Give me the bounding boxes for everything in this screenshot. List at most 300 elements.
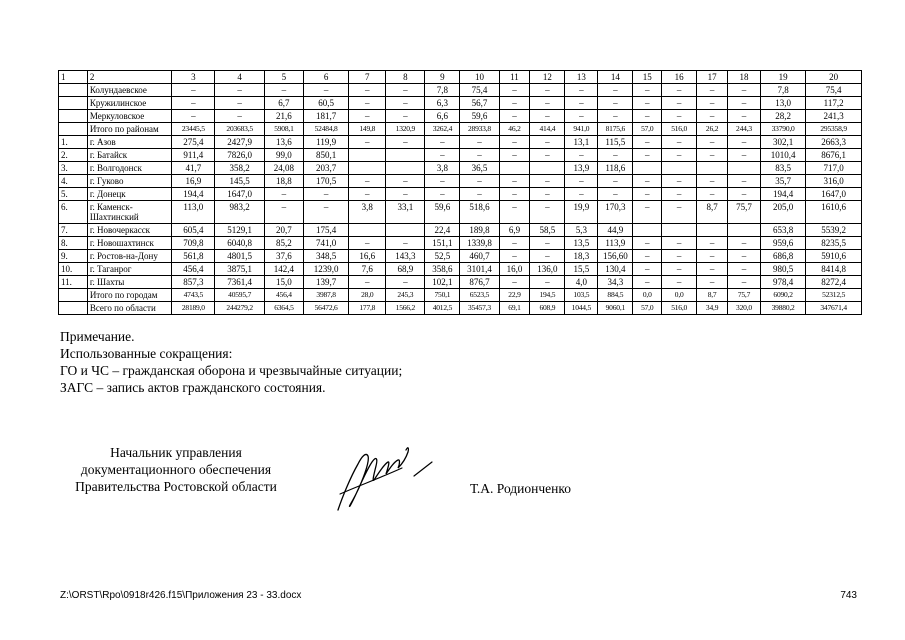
value-cell: 22,4 — [425, 224, 460, 237]
value-cell: 142,4 — [264, 263, 303, 276]
value-cell: – — [565, 188, 598, 201]
value-cell: – — [530, 136, 565, 149]
value-cell: – — [499, 250, 530, 263]
value-cell: 33790,0 — [760, 123, 805, 136]
value-cell: – — [728, 276, 761, 289]
value-cell: – — [633, 84, 662, 97]
value-cell: – — [499, 136, 530, 149]
column-number-cell: 2 — [87, 71, 171, 84]
value-cell: 194,4 — [172, 188, 215, 201]
value-cell — [349, 224, 386, 237]
value-cell: 36,5 — [460, 162, 499, 175]
row-number-cell: 6. — [59, 201, 88, 224]
value-cell: 3,8 — [349, 201, 386, 224]
value-cell — [499, 162, 530, 175]
value-cell: 145,5 — [215, 175, 264, 188]
name-cell: Кружилинское — [87, 97, 171, 110]
table-row — [59, 97, 862, 110]
column-number-cell: 3 — [172, 71, 215, 84]
value-cell: – — [386, 188, 425, 201]
value-cell: – — [499, 175, 530, 188]
value-cell — [728, 224, 761, 237]
table-row — [59, 302, 862, 315]
value-cell: – — [728, 149, 761, 162]
value-cell — [662, 224, 697, 237]
table-row — [59, 263, 862, 276]
value-cell: 24,08 — [264, 162, 303, 175]
value-cell: 194,5 — [530, 289, 565, 302]
value-cell: 23445,5 — [172, 123, 215, 136]
value-cell: 83,5 — [760, 162, 805, 175]
value-cell: 245,3 — [386, 289, 425, 302]
value-cell: 6364,5 — [264, 302, 303, 315]
value-cell: 35,7 — [760, 175, 805, 188]
row-number-cell: 11. — [59, 276, 88, 289]
value-cell: – — [697, 136, 728, 149]
abbreviations-title: Использованные сокращения: — [60, 346, 233, 361]
value-cell: – — [425, 136, 460, 149]
value-cell: 119,9 — [303, 136, 348, 149]
table-row — [59, 175, 862, 188]
row-number-cell: 9. — [59, 250, 88, 263]
value-cell: – — [425, 149, 460, 162]
column-number-cell: 17 — [697, 71, 728, 84]
value-cell: – — [530, 276, 565, 289]
value-cell: 241,3 — [806, 110, 862, 123]
value-cell: – — [728, 97, 761, 110]
name-cell: Итого по районам — [87, 123, 171, 136]
value-cell: – — [264, 188, 303, 201]
table-row — [59, 110, 862, 123]
row-number-cell — [59, 289, 88, 302]
value-cell: – — [662, 97, 697, 110]
value-cell — [386, 149, 425, 162]
value-cell: 41,7 — [172, 162, 215, 175]
name-cell: г. Таганрог — [87, 263, 171, 276]
value-cell — [530, 162, 565, 175]
value-cell: 9060,1 — [598, 302, 633, 315]
value-cell: – — [633, 110, 662, 123]
value-cell: 358,2 — [215, 162, 264, 175]
value-cell: 3101,4 — [460, 263, 499, 276]
value-cell: – — [662, 136, 697, 149]
value-cell: 13,1 — [565, 136, 598, 149]
value-cell: 33,1 — [386, 201, 425, 224]
value-cell: 4801,5 — [215, 250, 264, 263]
name-cell: г. Новошахтинск — [87, 237, 171, 250]
value-cell: 56472,6 — [303, 302, 348, 315]
value-cell: – — [598, 110, 633, 123]
value-cell: – — [386, 84, 425, 97]
value-cell: – — [215, 110, 264, 123]
value-cell: – — [598, 97, 633, 110]
handwritten-signature — [328, 438, 448, 518]
value-cell: – — [662, 110, 697, 123]
value-cell: 13,5 — [565, 237, 598, 250]
column-number-cell: 14 — [598, 71, 633, 84]
value-cell: 13,9 — [565, 162, 598, 175]
table-row — [59, 84, 862, 97]
value-cell: 177,8 — [349, 302, 386, 315]
value-cell: – — [349, 136, 386, 149]
value-cell: – — [349, 97, 386, 110]
value-cell: 6,6 — [425, 110, 460, 123]
value-cell: – — [386, 97, 425, 110]
value-cell: 876,7 — [460, 276, 499, 289]
value-cell: – — [633, 237, 662, 250]
value-cell: 3,8 — [425, 162, 460, 175]
column-number-cell: 18 — [728, 71, 761, 84]
value-cell: – — [303, 201, 348, 224]
row-number-cell: 7. — [59, 224, 88, 237]
value-cell: – — [565, 175, 598, 188]
signer-title-line: Начальник управления — [110, 445, 242, 460]
value-cell: 8,7 — [697, 289, 728, 302]
value-cell: – — [499, 237, 530, 250]
name-cell: г. Ростов-на-Дону — [87, 250, 171, 263]
row-number-cell: 5. — [59, 188, 88, 201]
value-cell: – — [633, 149, 662, 162]
value-cell: 244,3 — [728, 123, 761, 136]
value-cell — [633, 224, 662, 237]
value-cell: 28,2 — [760, 110, 805, 123]
value-cell: – — [172, 84, 215, 97]
value-cell: – — [460, 136, 499, 149]
value-cell: 34,3 — [598, 276, 633, 289]
value-cell: 28,0 — [349, 289, 386, 302]
value-cell: 18,3 — [565, 250, 598, 263]
value-cell: – — [697, 84, 728, 97]
value-cell: 456,4 — [172, 263, 215, 276]
value-cell: – — [386, 136, 425, 149]
name-cell: г. Донецк — [87, 188, 171, 201]
column-number-cell: 6 — [303, 71, 348, 84]
value-cell: 40595,7 — [215, 289, 264, 302]
value-cell: 6523,5 — [460, 289, 499, 302]
value-cell: 5129,1 — [215, 224, 264, 237]
value-cell: 52312,5 — [806, 289, 862, 302]
value-cell: 6,7 — [264, 97, 303, 110]
value-cell: 117,2 — [806, 97, 862, 110]
value-cell: 56,7 — [460, 97, 499, 110]
value-cell: – — [633, 201, 662, 224]
value-cell: 75,7 — [728, 201, 761, 224]
value-cell: – — [662, 188, 697, 201]
signer-title — [60, 444, 292, 495]
value-cell: 130,4 — [598, 263, 633, 276]
column-number-cell: 1 — [59, 71, 88, 84]
value-cell: 175,4 — [303, 224, 348, 237]
value-cell: – — [349, 110, 386, 123]
value-cell: 139,7 — [303, 276, 348, 289]
value-cell: 3262,4 — [425, 123, 460, 136]
value-cell: 460,7 — [460, 250, 499, 263]
signer-title-line: Правительства Ростовской области — [75, 479, 277, 494]
value-cell: 118,6 — [598, 162, 633, 175]
column-number-cell: 20 — [806, 71, 862, 84]
value-cell: 203683,5 — [215, 123, 264, 136]
value-cell: 75,4 — [806, 84, 862, 97]
value-cell: – — [386, 276, 425, 289]
value-cell: 115,5 — [598, 136, 633, 149]
value-cell: – — [499, 110, 530, 123]
row-number-cell: 1. — [59, 136, 88, 149]
value-cell: 99,0 — [264, 149, 303, 162]
name-cell: Всего по области — [87, 302, 171, 315]
value-cell — [697, 162, 728, 175]
value-cell: – — [349, 237, 386, 250]
value-cell: – — [264, 84, 303, 97]
row-number-cell — [59, 123, 88, 136]
value-cell: 0,0 — [633, 289, 662, 302]
value-cell: 516,0 — [662, 123, 697, 136]
value-cell: 850,1 — [303, 149, 348, 162]
value-cell: – — [598, 175, 633, 188]
value-cell: 1339,8 — [460, 237, 499, 250]
value-cell: 52,5 — [425, 250, 460, 263]
value-cell: 7,8 — [760, 84, 805, 97]
row-number-cell — [59, 84, 88, 97]
row-number-cell: 4. — [59, 175, 88, 188]
value-cell: 57,0 — [633, 302, 662, 315]
value-cell: 149,8 — [349, 123, 386, 136]
table-row — [59, 123, 862, 136]
abbreviation-line: ГО и ЧС – гражданская оборона и чрезвычайные ситуации; — [60, 363, 403, 378]
value-cell: 203,7 — [303, 162, 348, 175]
column-number-cell: 10 — [460, 71, 499, 84]
value-cell: 103,5 — [565, 289, 598, 302]
value-cell: – — [633, 175, 662, 188]
table-row — [59, 237, 862, 250]
row-number-cell — [59, 302, 88, 315]
value-cell: 608,9 — [530, 302, 565, 315]
value-cell: – — [349, 84, 386, 97]
value-cell: – — [303, 188, 348, 201]
value-cell: – — [499, 276, 530, 289]
value-cell: 4012,5 — [425, 302, 460, 315]
value-cell: 741,0 — [303, 237, 348, 250]
value-cell: 983,2 — [215, 201, 264, 224]
value-cell — [728, 162, 761, 175]
value-cell: – — [598, 84, 633, 97]
value-cell: – — [728, 263, 761, 276]
value-cell: – — [598, 149, 633, 162]
column-number-cell: 15 — [633, 71, 662, 84]
table-row — [59, 224, 862, 237]
value-cell: 205,0 — [760, 201, 805, 224]
value-cell: – — [662, 263, 697, 276]
value-cell: 295358,9 — [806, 123, 862, 136]
value-cell: – — [697, 237, 728, 250]
value-cell: – — [349, 188, 386, 201]
value-cell: – — [697, 263, 728, 276]
table-row — [59, 201, 862, 224]
name-cell: г. Волгодонск — [87, 162, 171, 175]
value-cell: – — [728, 250, 761, 263]
value-cell: 959,6 — [760, 237, 805, 250]
value-cell: 347671,4 — [806, 302, 862, 315]
value-cell: 348,5 — [303, 250, 348, 263]
name-cell: Колундаевское — [87, 84, 171, 97]
value-cell: 3875,1 — [215, 263, 264, 276]
column-number-cell: 8 — [386, 71, 425, 84]
value-cell: – — [662, 201, 697, 224]
value-cell: 561,8 — [172, 250, 215, 263]
table-row — [59, 188, 862, 201]
value-cell: – — [499, 149, 530, 162]
value-cell: 8175,6 — [598, 123, 633, 136]
value-cell: – — [697, 250, 728, 263]
row-number-cell: 10. — [59, 263, 88, 276]
value-cell: 143,3 — [386, 250, 425, 263]
name-cell: Меркуловское — [87, 110, 171, 123]
note-block — [60, 328, 660, 396]
value-cell: – — [633, 136, 662, 149]
value-cell: – — [633, 250, 662, 263]
column-number-cell: 13 — [565, 71, 598, 84]
value-cell: 13,0 — [760, 97, 805, 110]
table-row — [59, 276, 862, 289]
value-cell: 8,7 — [697, 201, 728, 224]
value-cell: – — [460, 188, 499, 201]
value-cell: – — [633, 276, 662, 289]
value-cell: 22,9 — [499, 289, 530, 302]
value-cell: 6,9 — [499, 224, 530, 237]
value-cell: – — [728, 237, 761, 250]
value-cell: 75,4 — [460, 84, 499, 97]
value-cell: 605,4 — [172, 224, 215, 237]
value-cell: 59,6 — [460, 110, 499, 123]
value-cell: – — [530, 201, 565, 224]
value-cell: 275,4 — [172, 136, 215, 149]
value-cell: 358,6 — [425, 263, 460, 276]
value-cell: 28189,0 — [172, 302, 215, 315]
value-cell — [349, 162, 386, 175]
value-cell: – — [172, 97, 215, 110]
value-cell: 170,3 — [598, 201, 633, 224]
value-cell: – — [633, 97, 662, 110]
value-cell: – — [172, 110, 215, 123]
value-cell: 7,8 — [425, 84, 460, 97]
value-cell: – — [697, 110, 728, 123]
row-number-cell: 3. — [59, 162, 88, 175]
value-cell: 980,5 — [760, 263, 805, 276]
value-cell — [386, 162, 425, 175]
value-cell: 28933,8 — [460, 123, 499, 136]
data-table — [58, 70, 862, 315]
table-row — [59, 250, 862, 263]
column-number-cell: 19 — [760, 71, 805, 84]
value-cell: 15,0 — [264, 276, 303, 289]
value-cell: 1610,6 — [806, 201, 862, 224]
value-cell: – — [460, 149, 499, 162]
value-cell: – — [697, 276, 728, 289]
value-cell: 102,1 — [425, 276, 460, 289]
value-cell: 34,9 — [697, 302, 728, 315]
value-cell: 26,2 — [697, 123, 728, 136]
value-cell: 18,8 — [264, 175, 303, 188]
value-cell: – — [499, 188, 530, 201]
value-cell: – — [530, 250, 565, 263]
value-cell: 58,5 — [530, 224, 565, 237]
column-number-cell: 16 — [662, 71, 697, 84]
name-cell: г. Каменск-Шахтинский — [87, 201, 171, 224]
value-cell: 60,5 — [303, 97, 348, 110]
value-cell: 3987,8 — [303, 289, 348, 302]
value-cell: – — [662, 84, 697, 97]
value-cell: 5910,6 — [806, 250, 862, 263]
value-cell: 8235,5 — [806, 237, 862, 250]
value-cell: 1044,5 — [565, 302, 598, 315]
value-cell: 7,6 — [349, 263, 386, 276]
table-row — [59, 136, 862, 149]
value-cell: 20,7 — [264, 224, 303, 237]
value-cell: 911,4 — [172, 149, 215, 162]
value-cell: 884,5 — [598, 289, 633, 302]
name-cell: г. Батайск — [87, 149, 171, 162]
value-cell: – — [662, 149, 697, 162]
value-cell: – — [530, 149, 565, 162]
value-cell: – — [565, 110, 598, 123]
row-number-cell — [59, 110, 88, 123]
value-cell: – — [349, 175, 386, 188]
value-cell: 717,0 — [806, 162, 862, 175]
value-cell: 57,0 — [633, 123, 662, 136]
value-cell: 6,3 — [425, 97, 460, 110]
value-cell: – — [697, 97, 728, 110]
value-cell: 941,0 — [565, 123, 598, 136]
value-cell: 189,8 — [460, 224, 499, 237]
value-cell: 21,6 — [264, 110, 303, 123]
value-cell: 35457,3 — [460, 302, 499, 315]
value-cell: – — [633, 188, 662, 201]
value-cell: 170,5 — [303, 175, 348, 188]
value-cell: – — [728, 110, 761, 123]
value-cell: 653,8 — [760, 224, 805, 237]
value-cell: 16,9 — [172, 175, 215, 188]
value-cell: 302,1 — [760, 136, 805, 149]
value-cell: 8272,4 — [806, 276, 862, 289]
value-cell: – — [530, 188, 565, 201]
value-cell: 59,6 — [425, 201, 460, 224]
value-cell: – — [460, 175, 499, 188]
file-path: Z:\ORST\Rpo\0918r426.f15\Приложения 23 - 33.docx — [60, 590, 302, 601]
value-cell: 8414,8 — [806, 263, 862, 276]
value-cell: 316,0 — [806, 175, 862, 188]
value-cell: 16,0 — [499, 263, 530, 276]
value-cell: 1647,0 — [215, 188, 264, 201]
value-cell: 0,0 — [662, 289, 697, 302]
column-number-cell: 12 — [530, 71, 565, 84]
row-number-cell — [59, 97, 88, 110]
value-cell: – — [530, 175, 565, 188]
value-cell: 4743,5 — [172, 289, 215, 302]
value-cell: 52484,8 — [303, 123, 348, 136]
value-cell: – — [499, 201, 530, 224]
value-cell: 75,7 — [728, 289, 761, 302]
note-heading: Примечание. — [60, 329, 135, 344]
value-cell: 1320,9 — [386, 123, 425, 136]
value-cell: 1010,4 — [760, 149, 805, 162]
value-cell: 6090,2 — [760, 289, 805, 302]
value-cell: 6040,8 — [215, 237, 264, 250]
value-cell: – — [728, 175, 761, 188]
value-cell: 13,6 — [264, 136, 303, 149]
value-cell: 518,6 — [460, 201, 499, 224]
value-cell: – — [633, 263, 662, 276]
value-cell: – — [697, 149, 728, 162]
value-cell: 37,6 — [264, 250, 303, 263]
